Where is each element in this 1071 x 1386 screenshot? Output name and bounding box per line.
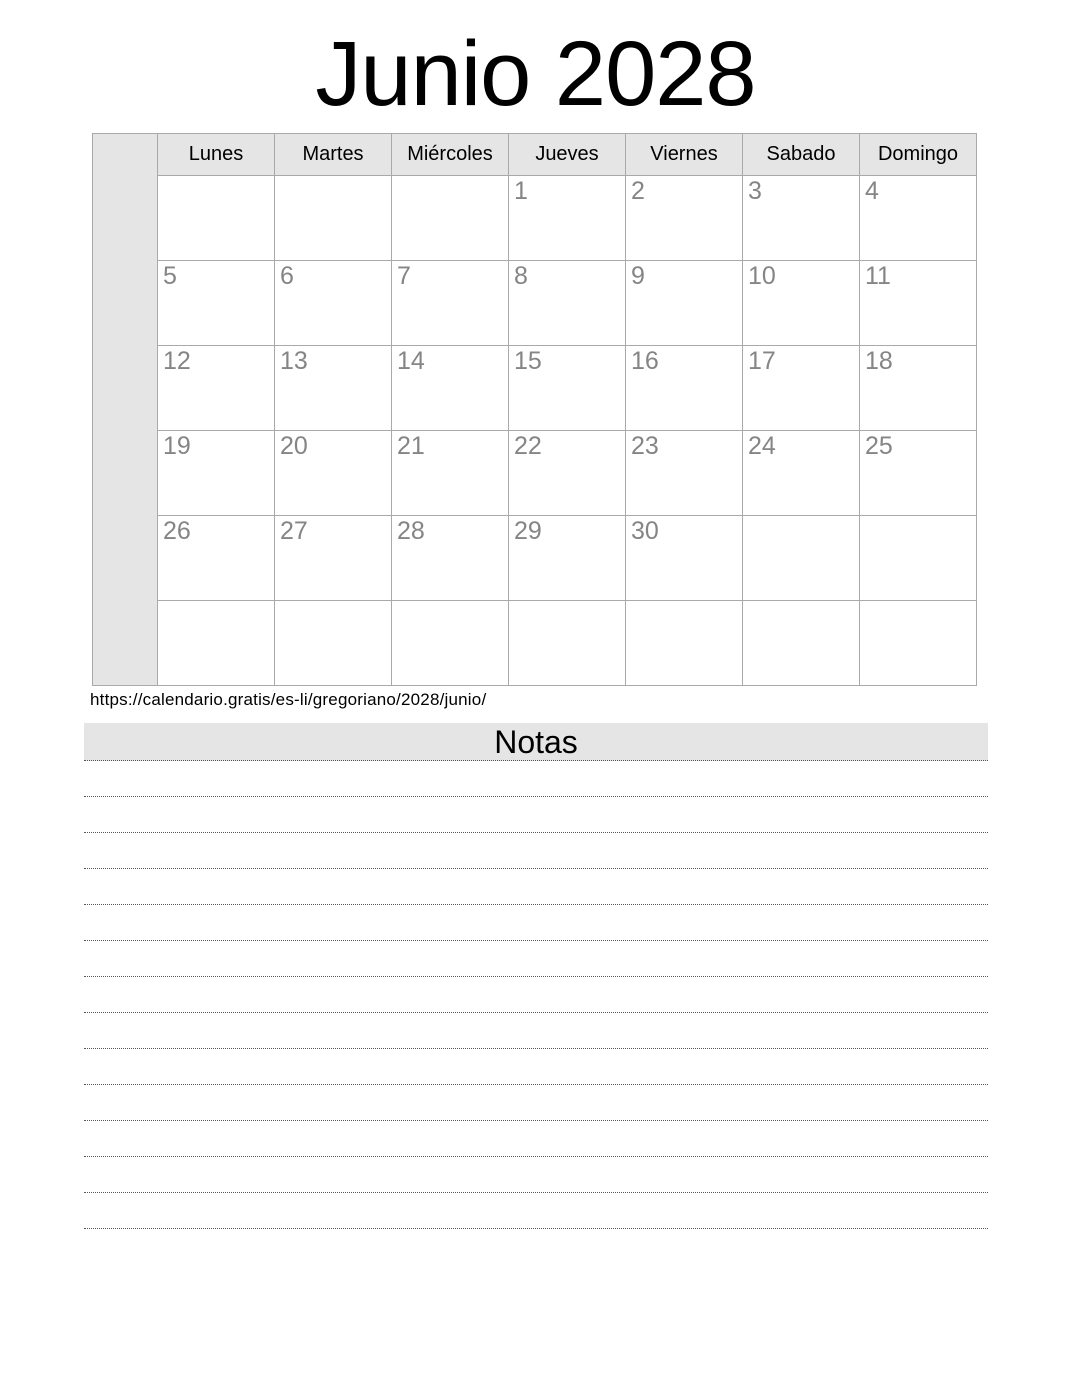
calendar-week-row (93, 346, 977, 431)
weekday-header: Lunes (158, 134, 275, 176)
calendar-day-cell: 17 (743, 346, 860, 431)
calendar-week-row (93, 601, 977, 686)
calendar-day-cell: 1 (509, 176, 626, 261)
calendar-day-cell: 21 (392, 431, 509, 516)
calendar-empty-cell (860, 516, 977, 601)
calendar-day-cell: 6 (275, 261, 392, 346)
calendar-day-cell: 28 (392, 516, 509, 601)
calendar-empty-cell (509, 601, 626, 686)
calendar-container (92, 133, 1071, 686)
notes-lines (84, 761, 988, 1229)
calendar-day-cell: 12 (158, 346, 275, 431)
calendar-day-cell: 13 (275, 346, 392, 431)
calendar-day-cell: 23 (626, 431, 743, 516)
calendar-day-cell: 15 (509, 346, 626, 431)
calendar-day-cell: 3 (743, 176, 860, 261)
calendar-day-cell: 5 (158, 261, 275, 346)
note-line (84, 761, 988, 797)
calendar-empty-cell (392, 601, 509, 686)
calendar-day-cell: 29 (509, 516, 626, 601)
note-line (84, 833, 988, 869)
calendar-empty-cell (275, 601, 392, 686)
calendar-day-cell: 16 (626, 346, 743, 431)
calendar-day-cell: 8 (509, 261, 626, 346)
calendar-empty-cell (860, 601, 977, 686)
calendar-day-cell: 26 (158, 516, 275, 601)
calendar-day-cell: 7 (392, 261, 509, 346)
calendar-empty-cell (743, 601, 860, 686)
weekday-header: Martes (275, 134, 392, 176)
calendar-empty-cell (392, 176, 509, 261)
calendar-week-row (93, 176, 977, 261)
note-line (84, 1121, 988, 1157)
calendar-day-cell: 27 (275, 516, 392, 601)
weekday-header: Jueves (509, 134, 626, 176)
weekday-header: Sabado (743, 134, 860, 176)
weekday-header: Domingo (860, 134, 977, 176)
calendar-day-cell: 24 (743, 431, 860, 516)
calendar-table (92, 133, 977, 686)
calendar-day-cell: 19 (158, 431, 275, 516)
notes-section (84, 723, 988, 1229)
note-line (84, 797, 988, 833)
note-line (84, 1013, 988, 1049)
calendar-day-cell: 30 (626, 516, 743, 601)
calendar-day-cell: 22 (509, 431, 626, 516)
note-line (84, 1085, 988, 1121)
calendar-day-cell: 25 (860, 431, 977, 516)
note-line (84, 941, 988, 977)
calendar-empty-cell (158, 601, 275, 686)
notes-title: Notas (84, 723, 988, 761)
weekday-header: Miércoles (392, 134, 509, 176)
calendar-week-row (93, 516, 977, 601)
calendar-day-cell: 14 (392, 346, 509, 431)
calendar-day-cell: 18 (860, 346, 977, 431)
calendar-day-cell: 9 (626, 261, 743, 346)
note-line (84, 1157, 988, 1193)
calendar-source-url: https://calendario.gratis/es-li/gregoriano/2028/junio/ (90, 690, 487, 709)
calendar-day-cell: 4 (860, 176, 977, 261)
page-title: Junio 2028 (315, 23, 756, 125)
calendar-empty-cell (158, 176, 275, 261)
note-line (84, 905, 988, 941)
calendar-side-column (93, 134, 158, 686)
calendar-day-cell: 11 (860, 261, 977, 346)
weekday-header: Viernes (626, 134, 743, 176)
calendar-day-cell: 2 (626, 176, 743, 261)
note-line (84, 1193, 988, 1229)
note-line (84, 977, 988, 1013)
calendar-week-row (93, 261, 977, 346)
calendar-empty-cell (275, 176, 392, 261)
calendar-week-row (93, 431, 977, 516)
calendar-empty-cell (743, 516, 860, 601)
calendar-day-cell: 10 (743, 261, 860, 346)
note-line (84, 869, 988, 905)
weekday-header-row (93, 134, 977, 176)
note-line (84, 1049, 988, 1085)
calendar-empty-cell (626, 601, 743, 686)
calendar-day-cell: 20 (275, 431, 392, 516)
